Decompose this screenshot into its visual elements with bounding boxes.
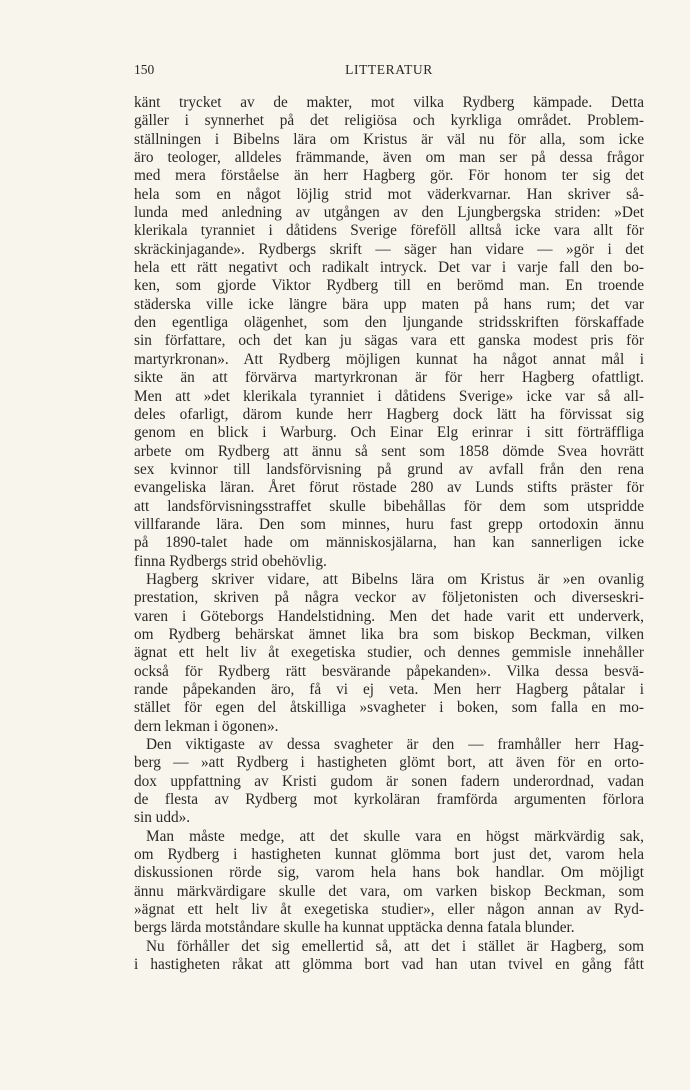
text-line: deles ofarligt, därom kunde herr Hagberg dock lätt ha förvissat sig bbox=[134, 405, 644, 423]
paragraph-start-line: Man måste medge, att det skulle vara en högst märkvärdig sak, bbox=[146, 827, 644, 845]
text-line: hela som en något löjlig strid mot väderkvarnar. Han skriver så- bbox=[134, 185, 644, 203]
text-line: berg — »att Rydberg i hastigheten glömt bort, att även för en orto- bbox=[134, 754, 644, 772]
text-line: martyrkronan». Att Rydberg möjligen kunnat ha något annat mål i bbox=[134, 350, 644, 368]
text-line: stället för egen del åtskilliga »svagheter i boken, som falla en mo- bbox=[134, 699, 644, 717]
text-line: ställningen i Bibelns lära om Kristus är väl nu för alla, som icke bbox=[134, 130, 644, 148]
text-line: den egentliga olägenhet, som den ljungande stridsskriften förskaffade bbox=[134, 314, 644, 332]
text-line: äro teologer, alldeles främmande, även om man ser på dessa frågor bbox=[134, 149, 644, 167]
text-line: hela ett rätt negativt och radikalt intryck. Det var i varje fall den bo- bbox=[134, 259, 644, 277]
text-line: om Rydberg behärskat ämnet lika bra som biskop Beckman, vilken bbox=[134, 625, 644, 643]
text-line: rande påpekanden äro, få vi ej veta. Men herr Hagberg påtalar i bbox=[134, 681, 644, 698]
text-line: sex kvinnor till landsförvisning på grund av avfall från den rena bbox=[134, 460, 644, 478]
text-line: varen i Göteborgs Handelstidning. Men det hade varit ett underverk, bbox=[134, 607, 644, 625]
text-line: skräckinjagande». Rydbergs skrift — säger han vidare — »gör i det bbox=[134, 240, 644, 258]
text-line: ken, som gjorde Viktor Rydberg till en berömd man. En troende bbox=[134, 277, 644, 295]
text-line: evangeliska läran. Året förut röstade 280 av Lunds stifts präster för bbox=[134, 479, 644, 497]
text-line: att landsförvisningsstraffet skulle bibehållas för dem som utspridde bbox=[134, 497, 644, 515]
paragraph-start-line: Nu förhåller det sig emellertid så, att det i stället är Hagberg, som bbox=[146, 937, 644, 955]
text-line: ännu märkvärdigare skulle det vara, om varken biskop Beckman, som bbox=[134, 882, 644, 900]
text-line: sin författare, och det kan ju sägas vara ett ganska modest pris för bbox=[134, 332, 644, 350]
text-line: »ägnat ett helt liv åt exegetiska studier», eller någon annan av Ryd- bbox=[134, 901, 644, 919]
body-text bbox=[134, 94, 644, 975]
text-line: diskussionen rörde sig, varom hela hans bok handlar. Om möjligt bbox=[134, 864, 644, 882]
text-line: ägnat ett helt liv åt exegetiska studier, och dennes gemmisle innehåller bbox=[134, 644, 644, 662]
text-line: städerska ville icke längre bära upp maten på hans rum; det var bbox=[134, 295, 644, 313]
text-line: de flesta av Rydberg mot kyrkoläran framförda argumenten förlora bbox=[134, 791, 644, 809]
paragraph-end-line: finna Rydbergs strid obehövlig. bbox=[134, 552, 327, 570]
page-number: 150 bbox=[134, 62, 155, 77]
paragraph-start-line: Hagberg skriver vidare, att Bibelns lära om Kristus är »en ovanlig bbox=[146, 570, 644, 588]
text-line: dox uppfattning av Kristi gudom är sonen fadern underordnad, vadan bbox=[134, 772, 644, 790]
page-header bbox=[134, 62, 644, 86]
paragraph-start-line: Den viktigaste av dessa svagheter är den — framhåller herr Hag- bbox=[146, 736, 644, 754]
text-line: känt trycket av de makter, mot vilka Rydberg kämpade. Detta bbox=[134, 94, 644, 111]
text-line: gäller i synnerhet på det religiösa och kyrkliga området. Problem- bbox=[134, 112, 644, 130]
paragraph-end-line: dern lekman i ögonen». bbox=[134, 717, 279, 735]
text-line: Men att »det klerikala tyranniet i dåtidens Sverige» icke var så all- bbox=[134, 387, 644, 405]
running-head: LITTERATUR bbox=[345, 62, 433, 77]
paragraph-end-line: sin udd». bbox=[134, 809, 191, 827]
text-line: villfarande lära. Den som minnes, huru fast grepp ortodoxin ännu bbox=[134, 515, 644, 533]
text-line: klerikala tyranniet i dåtidens Sverige föreföll alltså icke vara allt för bbox=[134, 222, 644, 240]
text-line: om Rydberg i hastigheten kunnat glömma bort just det, varom hela bbox=[134, 846, 644, 864]
paragraph-end-line: bergs lärda motståndare skulle ha kunnat upptäcka denna fatala blunder. bbox=[134, 919, 575, 937]
text-line: på 1890-talet hade om människosjälarna, han kan sannerligen icke bbox=[134, 534, 644, 552]
text-line: prestation, skriven på några veckor av följetonisten och diverseskri- bbox=[134, 589, 644, 607]
text-line: i hastigheten råkat att glömma bort vad han utan tvivel en gång fått bbox=[134, 956, 644, 974]
text-line: med mera förståelse än herr Hagberg gör. För honom ter sig det bbox=[134, 167, 644, 185]
text-line: arbete om Rydberg att ännu så sent som 1858 dömde Svea hovrätt bbox=[134, 442, 644, 460]
text-line: sikte än att förvärva martyrkronan är för herr Hagberg ofattligt. bbox=[134, 369, 644, 387]
text-line: genom en blick i Warburg. Och Einar Elg erinrar i sitt förträffliga bbox=[134, 424, 644, 442]
text-line: lunda med anledning av utgången av den Ljungbergska striden: »Det bbox=[134, 204, 644, 222]
text-line: också för Rydberg rätt besvärande påpekanden». Vilka dessa besvä- bbox=[134, 662, 644, 680]
